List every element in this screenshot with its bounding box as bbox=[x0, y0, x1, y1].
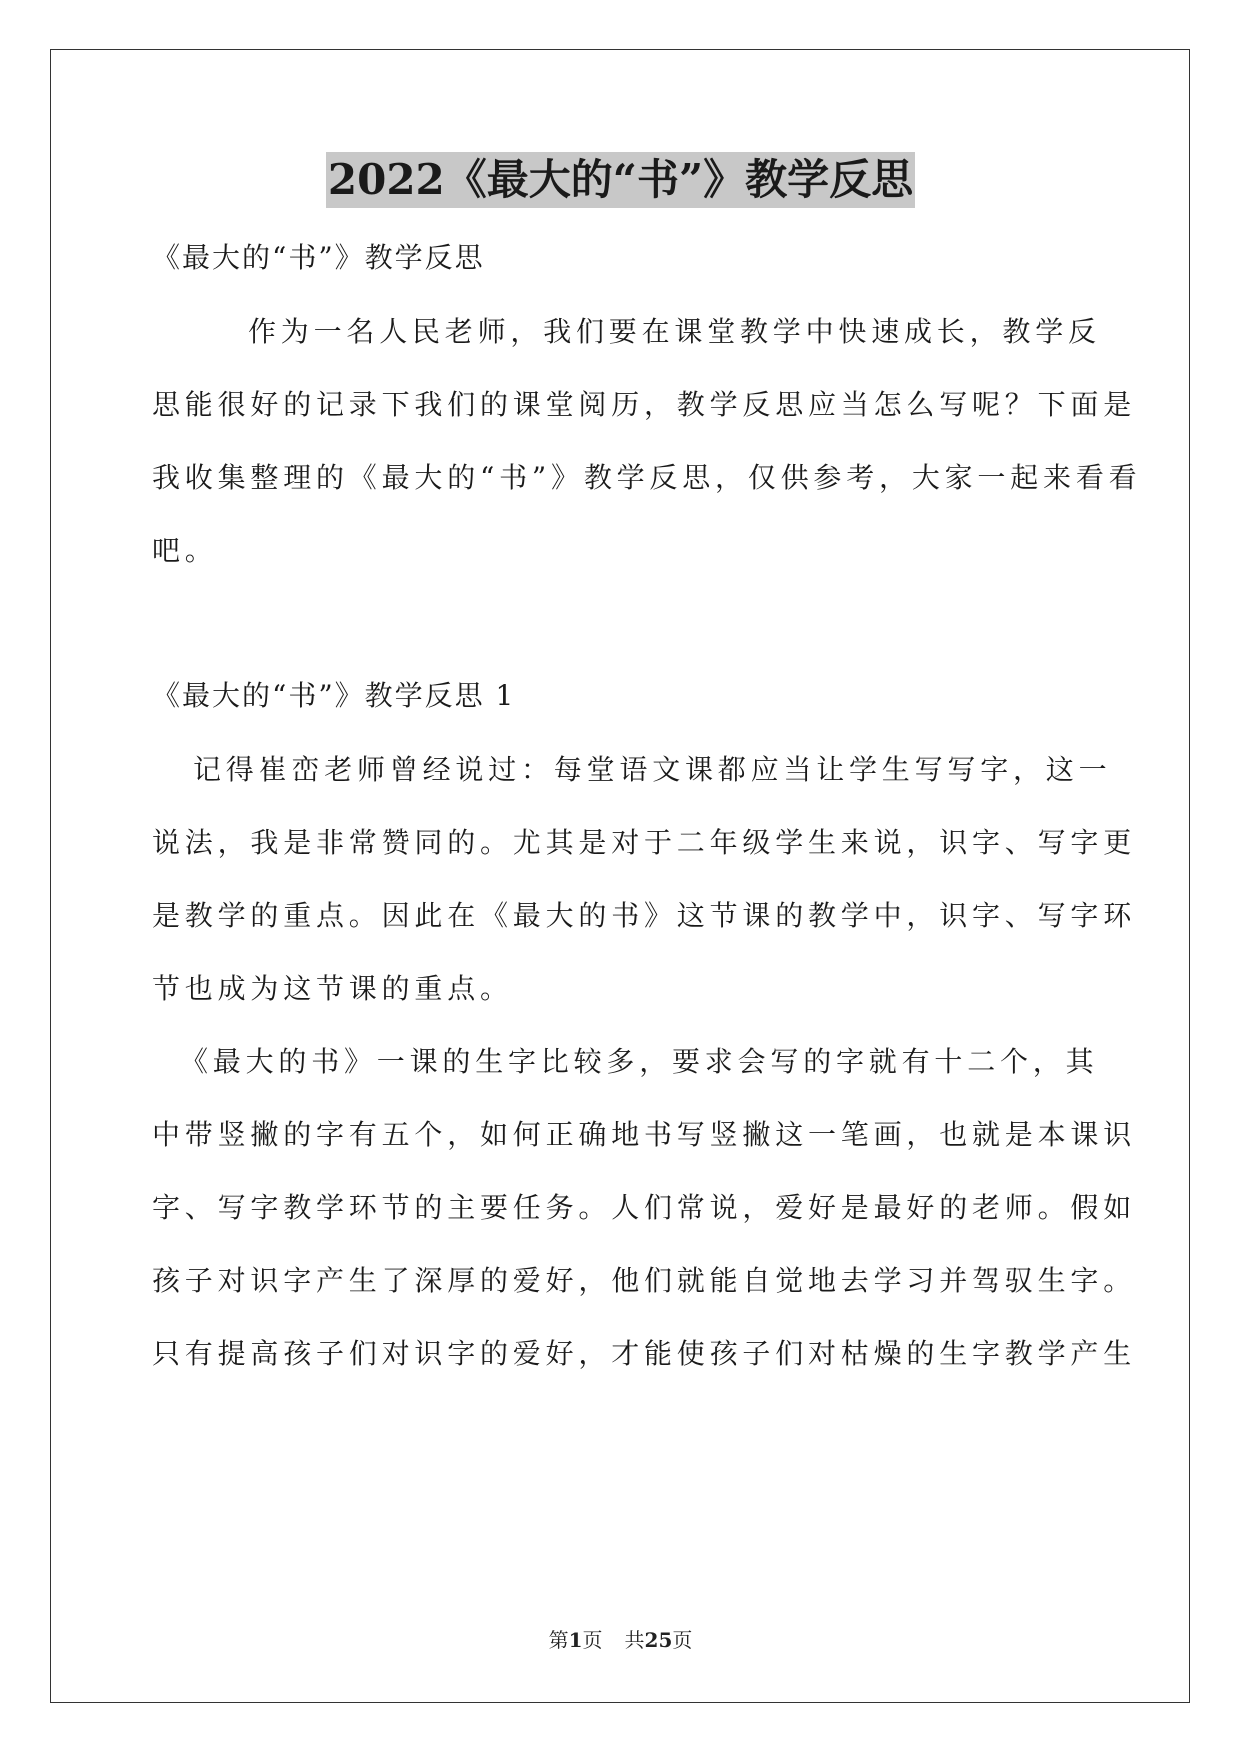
page-total: 25 bbox=[644, 1628, 673, 1652]
document-title bbox=[0, 152, 1241, 208]
page-current: 1 bbox=[568, 1628, 583, 1652]
paragraph-line: 中带竖撇的字有五个，如何正确地书写竖撇这一笔画，也就是本课识 bbox=[152, 1118, 1137, 1151]
paragraph-line: 作为一名人民老师，我们要在课堂教学中快速成长，教学反 bbox=[248, 315, 1101, 348]
total-prefix: 共 bbox=[624, 1628, 645, 1652]
paragraph-line: 《最大的书》一课的生字比较多，要求会写的字就有十二个，其 bbox=[180, 1045, 1099, 1078]
subtitle-line: 《最大的“书”》教学反思 bbox=[152, 241, 485, 274]
paragraph-line: 只有提高孩子们对识字的爱好，才能使孩子们对枯燥的生字教学产生 bbox=[152, 1337, 1137, 1370]
page-border bbox=[50, 49, 1190, 1703]
paragraph-line: 说法，我是非常赞同的。尤其是对于二年级学生来说，识字、写字更 bbox=[152, 826, 1137, 859]
total-suffix: 页 bbox=[672, 1628, 693, 1652]
paragraph-line: 我收集整理的《最大的“书”》教学反思，仅供参考，大家一起来看看 bbox=[152, 461, 1142, 494]
page-suffix: 页 bbox=[582, 1628, 603, 1652]
document-title-text: 2022《最大的“书”》教学反思 bbox=[326, 152, 915, 208]
paragraph-line: 记得崔峦老师曾经说过：每堂语文课都应当让学生写写字，这一 bbox=[193, 753, 1112, 786]
paragraph-line: 字、写字教学环节的主要任务。人们常说，爱好是最好的老师。假如 bbox=[152, 1191, 1137, 1224]
paragraph-line: 是教学的重点。因此在《最大的书》这节课的教学中，识字、写字环 bbox=[152, 899, 1137, 932]
section-heading: 《最大的“书”》教学反思 1 bbox=[152, 679, 516, 712]
page-prefix: 第 bbox=[548, 1628, 569, 1652]
page-footer bbox=[0, 1626, 1241, 1654]
paragraph-line: 思能很好的记录下我们的课堂阅历，教学反思应当怎么写呢？下面是 bbox=[152, 388, 1137, 421]
paragraph-line: 孩子对识字产生了深厚的爱好，他们就能自觉地去学习并驾驭生字。 bbox=[152, 1264, 1137, 1297]
paragraph-line: 吧。 bbox=[152, 534, 218, 567]
paragraph-line: 节也成为这节课的重点。 bbox=[152, 972, 513, 1005]
